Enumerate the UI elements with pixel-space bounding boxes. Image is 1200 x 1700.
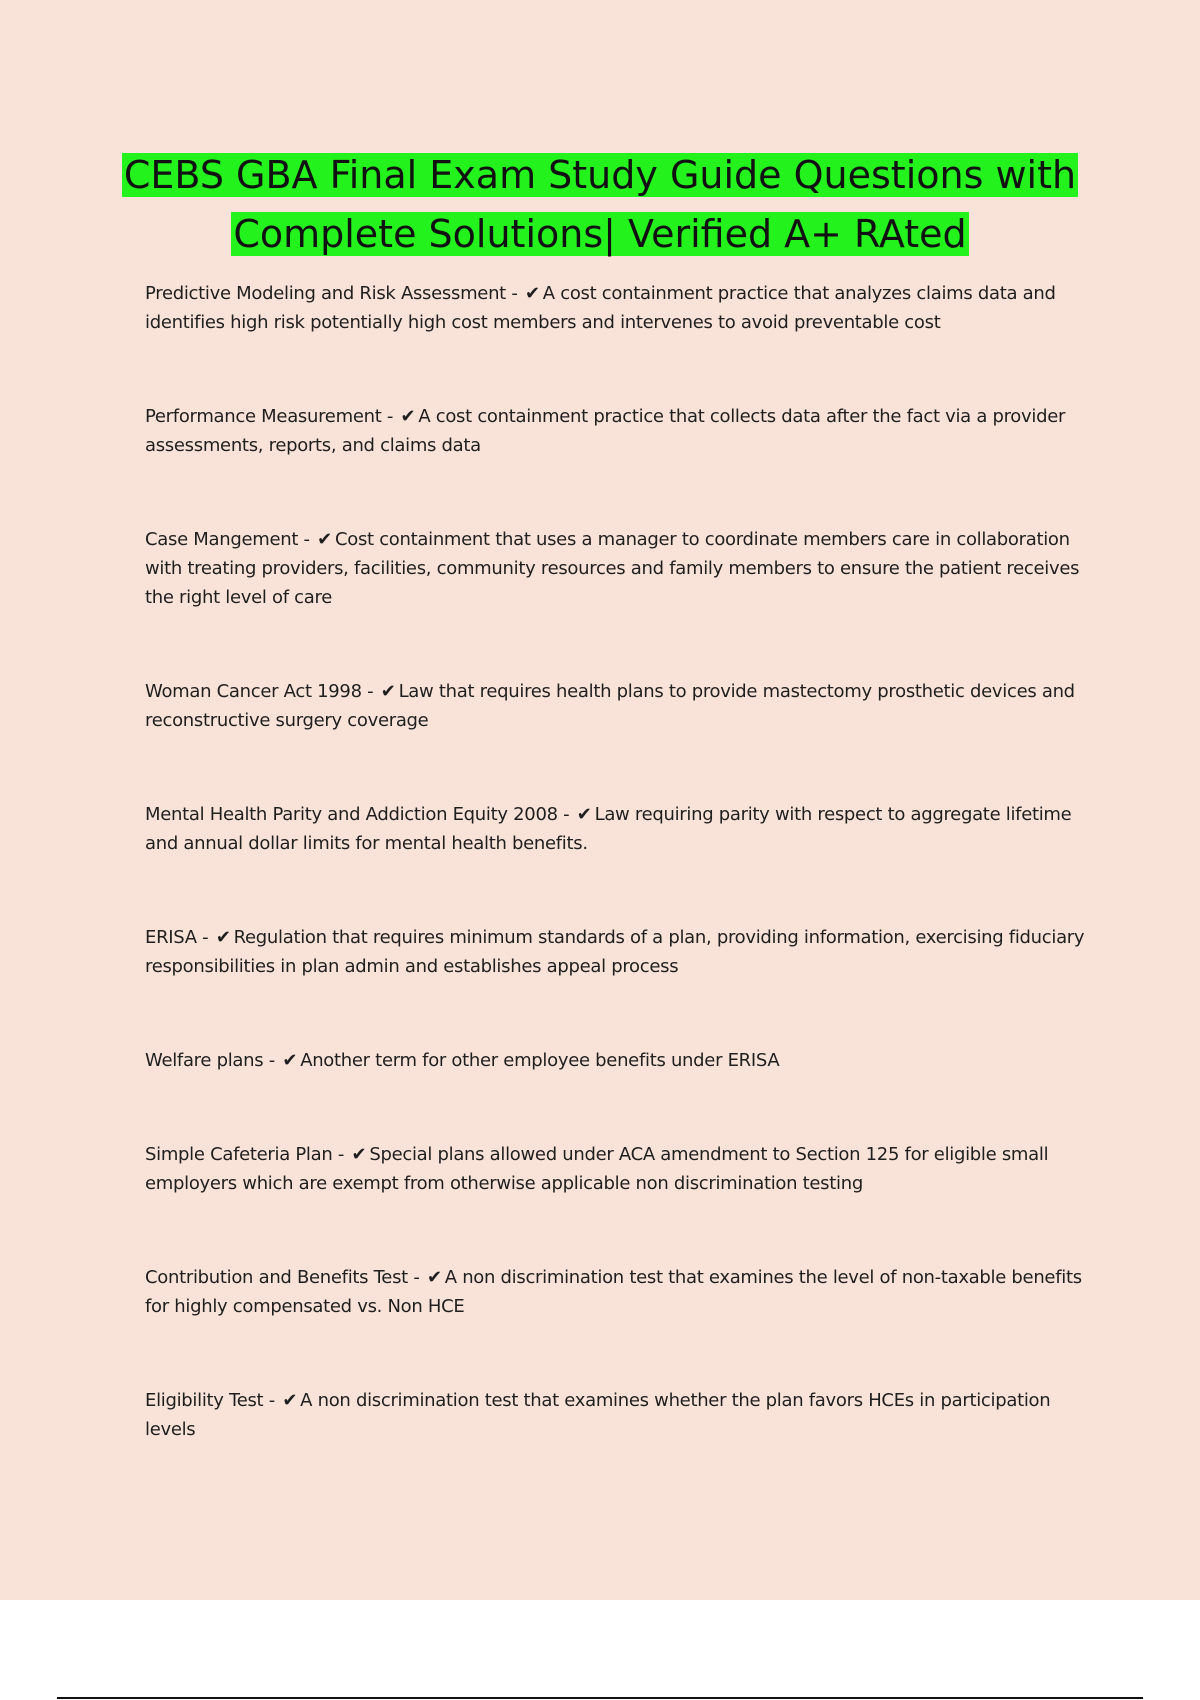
entry-term: Performance Measurement [145,406,382,427]
check-mark-icon: ✔ [282,1050,298,1071]
footer-divider [57,1697,1143,1699]
entry-separator: - [332,1144,350,1165]
flashcard-entry [145,402,1095,460]
flashcard-entry [145,1140,1095,1198]
entry-term: Mental Health Parity and Addiction Equity 2008 [145,804,558,825]
check-mark-icon: ✔ [525,283,540,304]
flashcard-entry [145,923,1095,981]
flashcard-entry [145,677,1095,735]
entry-term: Case Mangement [145,529,299,550]
document-title-text: CEBS GBA Final Exam Study Guide Questions with Complete Solutions| Verified A+ RAted [123,153,1077,256]
flashcard-list [145,279,1095,1509]
check-mark-icon: ✔ [426,1267,442,1288]
entry-definition: Another term for other employee benefits under ERISA [300,1050,780,1071]
flashcard-entry [145,525,1095,612]
entry-definition: Special plans allowed under ACA amendment to Section 125 for eligible small employers which are exempt from otherwise applicable non discrimination testing [145,1144,1049,1194]
entry-term: Welfare plans [145,1050,264,1071]
entry-separator: - [505,283,523,304]
entry-definition: A cost containment practice that collects data after the fact via a provider assessments, reports, and claims data [145,406,1066,456]
entry-separator: - [557,804,575,825]
entry-definition: Regulation that requires minimum standards of a plan, providing information, exercising fiduciary responsibilities in plan admin and establishes appeal process [145,927,1085,977]
entry-term: Eligibility Test [145,1390,264,1411]
entry-definition: A non discrimination test that examines the level of non-taxable benefits for highly compensated vs. Non HCE [145,1267,1082,1317]
check-mark-icon: ✔ [380,681,396,702]
entry-separator: - [263,1050,281,1071]
entry-separator: - [361,681,379,702]
check-mark-icon: ✔ [317,529,332,550]
entry-term: Contribution and Benefits Test [145,1267,408,1288]
check-mark-icon: ✔ [215,927,231,948]
entry-definition: Law that requires health plans to provide mastectomy prosthetic devices and reconstructive surgery coverage [145,681,1075,731]
flashcard-entry [145,1263,1095,1321]
entry-separator: - [196,927,214,948]
check-mark-icon: ✔ [576,804,592,825]
check-mark-icon: ✔ [400,406,416,427]
entry-term: Simple Cafeteria Plan [145,1144,333,1165]
flashcard-entry [145,1386,1095,1444]
entry-term: Predictive Modeling and Risk Assessment [145,283,506,304]
flashcard-entry [145,1046,1095,1075]
flashcard-entry [145,279,1095,337]
flashcard-entry [145,800,1095,858]
entry-definition: A cost containment practice that analyzes claims data and identifies high risk potentially high cost members and intervenes to avoid preventable cost [145,283,1056,333]
entry-separator: - [381,406,399,427]
entry-separator: - [263,1390,281,1411]
entry-definition: A non discrimination test that examines whether the plan favors HCEs in participation levels [145,1390,1051,1440]
entry-definition: Law requiring parity with respect to aggregate lifetime and annual dollar limits for mental health benefits. [145,804,1072,854]
entry-term: ERISA [145,927,197,948]
check-mark-icon: ✔ [282,1390,298,1411]
entry-term: Woman Cancer Act 1998 [145,681,362,702]
check-mark-icon: ✔ [351,1144,367,1165]
document-title [100,146,1100,264]
entry-definition: Cost containment that uses a manager to coordinate members care in collaboration with treating providers, facilities, community resources and family members to ensure the patient receives the right level of care [145,529,1080,608]
entry-separator: - [298,529,316,550]
entry-separator: - [407,1267,425,1288]
